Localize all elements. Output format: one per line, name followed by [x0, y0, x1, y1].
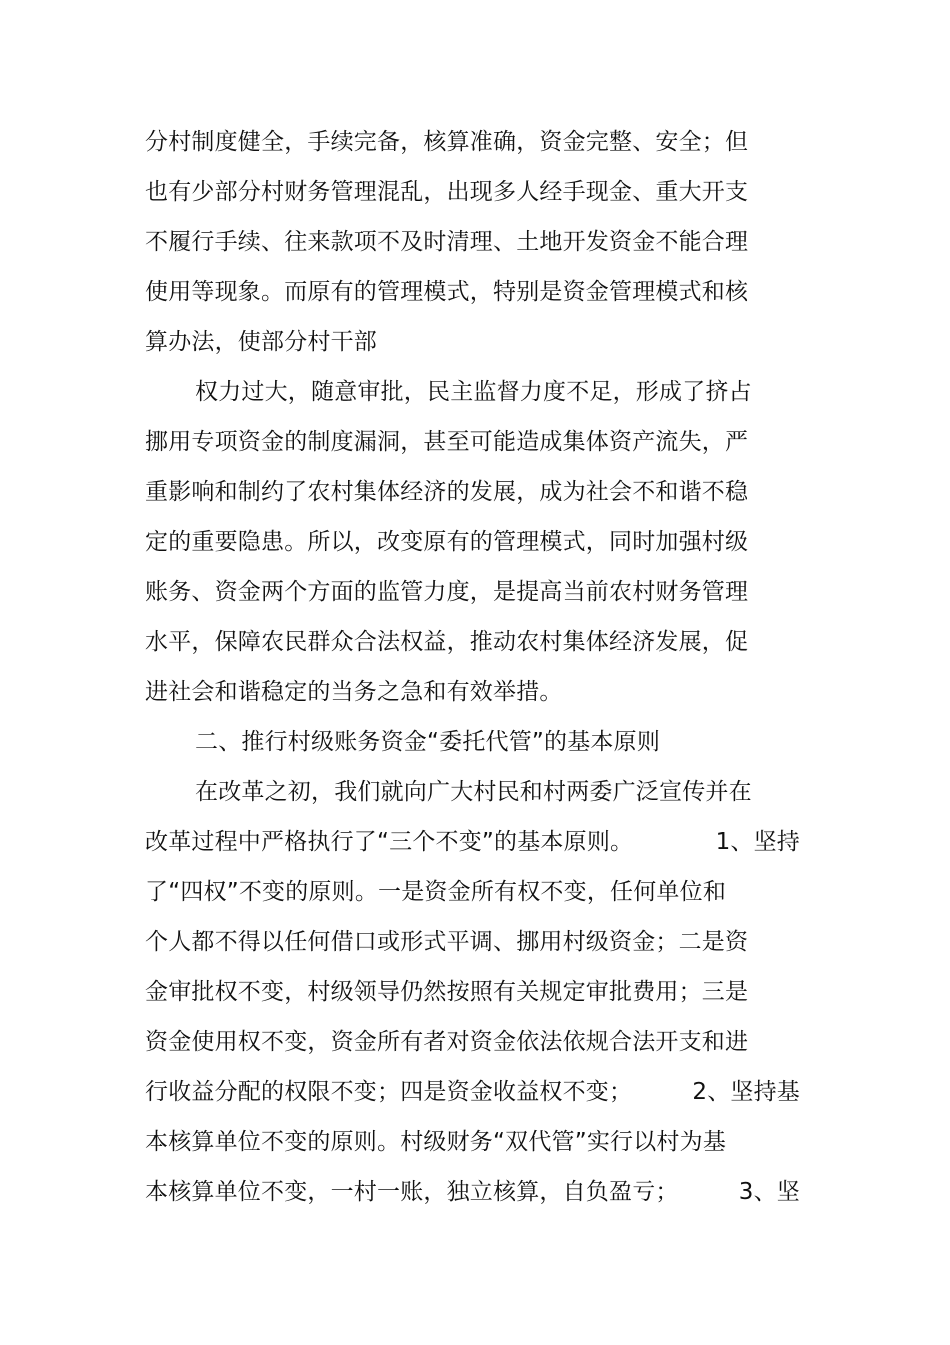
text-line [145, 825, 800, 859]
text-segment: 行收益分配的权限不变；四是资金收益权不变； [145, 1079, 633, 1105]
text-line: 了“四权”不变的原则。一是资金所有权不变，任何单位和 [145, 879, 727, 905]
text-line: 账务、资金两个方面的监管力度，是提高当前农村财务管理 [145, 579, 749, 605]
text-line [145, 1075, 800, 1109]
list-number-segment: 2、坚持基 [692, 1079, 800, 1105]
list-number-segment: 1、坚持 [715, 829, 800, 855]
text-line: 金审批权不变，村级领导仍然按照有关规定审批费用；三是 [145, 979, 749, 1005]
text-line: 水平，保障农民群众合法权益，推动农村集体经济发展，促 [145, 629, 749, 655]
text-line: 分村制度健全，手续完备，核算准确，资金完整、安全；但 [145, 129, 749, 155]
paragraph-first-line: 权力过大，随意审批，民主监督力度不足，形成了挤占 [195, 379, 752, 405]
paragraph-first-line: 在改革之初，我们就向广大村民和村两委广泛宣传并在 [195, 779, 752, 805]
text-line: 算办法，使部分村干部 [145, 329, 377, 355]
text-line: 个人都不得以任何借口或形式平调、挪用村级资金；二是资 [145, 929, 749, 955]
list-number-segment: 3、坚 [738, 1179, 800, 1205]
text-line: 不履行手续、往来款项不及时清理、土地开发资金不能合理 [145, 229, 749, 255]
text-line: 也有少部分村财务管理混乱，出现多人经手现金、重大开支 [145, 179, 749, 205]
text-segment: 改革过程中严格执行了“三个不变”的基本原则。 [145, 829, 634, 855]
text-segment: 本核算单位不变，一村一账，独立核算，自负盈亏； [145, 1179, 679, 1205]
text-line [145, 1175, 800, 1209]
text-line: 资金使用权不变，资金所有者对资金依法依规合法开支和进 [145, 1029, 749, 1055]
text-line: 进社会和谐稳定的当务之急和有效举措。 [145, 679, 563, 705]
text-line: 本核算单位不变的原则。村级财务“双代管”实行以村为基 [145, 1129, 727, 1155]
text-line: 重影响和制约了农村集体经济的发展，成为社会不和谐不稳 [145, 479, 749, 505]
text-line: 挪用专项资金的制度漏洞，甚至可能造成集体资产流失，严 [145, 429, 749, 455]
text-line: 定的重要隐患。所以，改变原有的管理模式，同时加强村级 [145, 529, 749, 555]
text-line: 使用等现象。而原有的管理模式，特别是资金管理模式和核 [145, 279, 749, 305]
section-heading: 二、推行村级账务资金“委托代管”的基本原则 [195, 729, 661, 755]
